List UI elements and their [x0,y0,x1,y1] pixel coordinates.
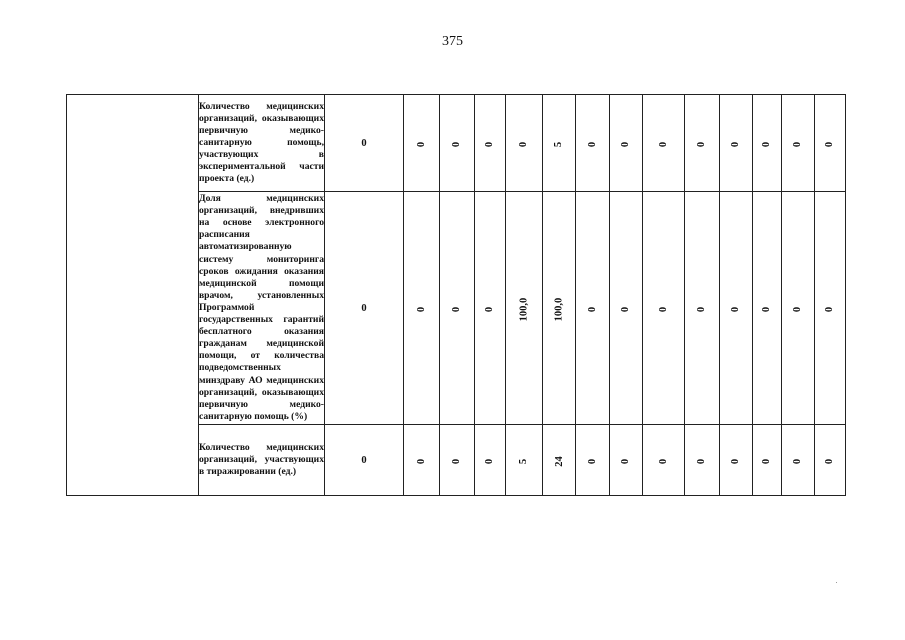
row-label: Доля медицинских организаций, внедривших на основе электронного расписания автоматизированную систему мониторинга сроков ожидания оказания медицинской помощи врачом, установленных Программой государственных гарантий бесплатного оказания гражданам медицинской помощи, от количества подведомственных минздраву АО медицинских организаций, оказывающих первичную медико-санитарную помощь (%) [199,192,325,425]
value-cell: 0 [824,141,836,148]
value-cell: 0 [587,306,598,313]
value-cell: 0 [824,458,836,465]
value-cell: 0 [730,141,742,148]
value-cell: 100,0 [553,297,565,322]
value-cell: 0 [451,306,463,313]
row-label: Количество медицинских организаций, оказывающих первичную медико-санитарную помощь, участвующих в экспериментальной части проекта (ед.) [199,95,325,192]
value-cell: 100,0 [518,297,530,322]
value-cell: 0 [484,458,496,465]
value-cell: 0 [730,306,742,313]
value-cell: 0 [484,306,496,313]
value-cell: 0 [792,141,804,148]
table-row [67,95,846,192]
value-cell: 0 [658,306,669,313]
value-cell: 5 [518,458,530,465]
value-cell: 0 [451,141,463,148]
value-cell: 0 [658,458,669,465]
value-cell: 0 [587,458,598,465]
value-cell: 0 [792,458,804,465]
value-cell: 0 [761,458,773,465]
value-cell: 0 [761,141,773,148]
value-cell: 0 [696,141,708,148]
value-cell: 0 [620,458,632,465]
value-cell: 0 [416,306,427,313]
row-label: Количество медицинских организаций, участвующих в тиражировании (ед.) [199,425,325,496]
value-cell: 0 [792,306,804,313]
value-cell: 0 [587,141,598,148]
value-cell: 0 [620,141,632,148]
value-cell: 0 [484,141,496,148]
page-number: 375 [442,34,463,49]
first-value-cell: 0 [325,192,404,425]
value-cell: 0 [696,458,708,465]
value-cell: 5 [553,141,565,148]
value-cell: 0 [518,141,530,148]
value-cell: 0 [451,458,463,465]
value-cell: 0 [761,306,773,313]
value-cell: 0 [824,306,836,313]
value-cell: 0 [416,141,427,148]
value-cell: 24 [553,456,565,467]
value-cell: 0 [658,141,669,148]
scan-speck [836,582,837,583]
value-cell: 0 [620,306,632,313]
indicator-table [66,94,846,496]
empty-cell [67,95,199,496]
first-value-cell: 0 [325,425,404,496]
value-cell: 0 [730,458,742,465]
value-cell: 0 [416,458,427,465]
first-value-cell: 0 [325,95,404,192]
value-cell: 0 [696,306,708,313]
